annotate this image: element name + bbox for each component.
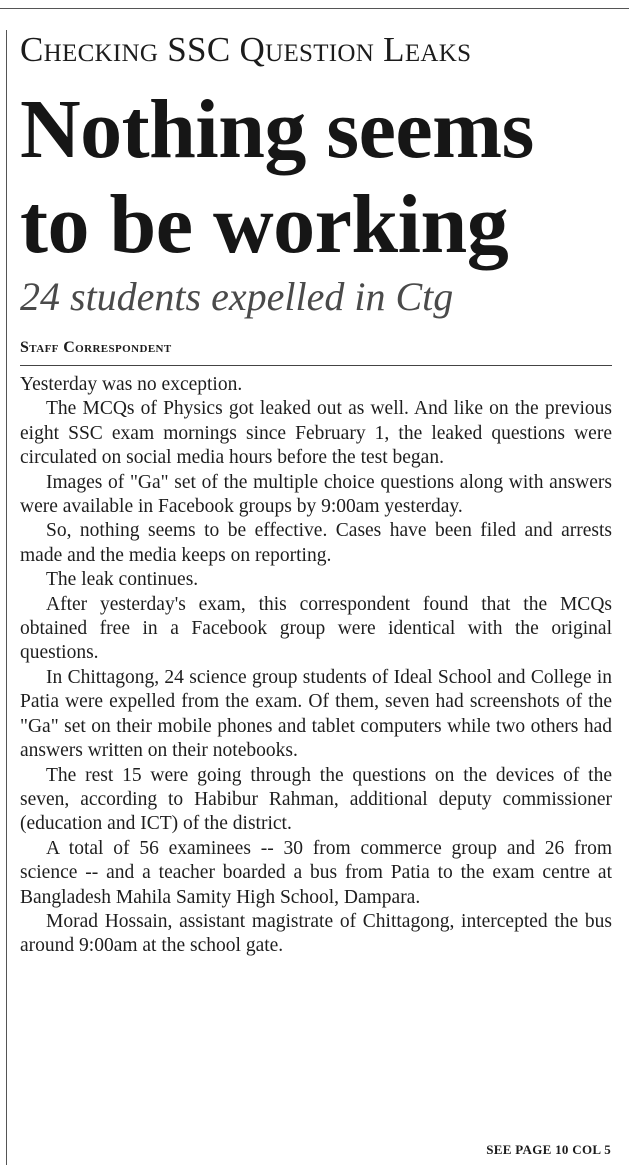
headline-line-2: to be working — [20, 178, 509, 271]
body-paragraph-4: So, nothing seems to be effective. Cases have been filed and arrests made and the media keeps on reporting. — [20, 520, 612, 566]
article-byline: Staff Correspondent — [20, 339, 172, 356]
body-paragraph-9: A total of 56 examinees -- 30 from commerce group and 26 from science -- and a teacher boarded a bus from Patia to the exam centre at Bangladesh Mahila Samity High School, Dampara. — [20, 837, 612, 908]
body-paragraph-2: The MCQs of Physics got leaked out as well. And like on the previous eight SSC exam mornings since February 1, the leaked questions were circulated on social media hours before the test began. — [20, 398, 612, 469]
body-paragraph-3: Images of "Ga" set of the multiple choice questions along with answers were available in Facebook groups by 9:00am yesterday. — [20, 471, 612, 518]
article-body — [20, 373, 612, 959]
body-paragraph-6: After yesterday's exam, this correspondent found that the MCQs obtained free in a Facebook group were identical with the original questions. — [20, 593, 612, 664]
byline-rule — [20, 365, 612, 366]
body-paragraph-1: Yesterday was no exception. — [20, 374, 243, 395]
left-border-rule — [6, 30, 7, 1165]
article-kicker: Checking SSC Question Leaks — [20, 30, 472, 69]
headline-line-1: Nothing seems — [20, 83, 534, 176]
body-paragraph-10: Morad Hossain, assistant magistrate of Chittagong, intercepted the bus around 9:00am at the school gate. — [20, 910, 612, 957]
continuation-jump-line: SEE PAGE 10 COL 5 — [486, 1142, 611, 1157]
body-paragraph-8: The rest 15 were going through the questions on the devices of the seven, according to Habibur Rahman, additional deputy commissioner (education and ICT) of the district. — [20, 764, 612, 835]
article-headline — [20, 82, 534, 272]
body-paragraph-7: In Chittagong, 24 science group students of Ideal School and College in Patia were expelled from the exam. Of them, seven had screenshots of the "Ga" set on their mobile phones and tablet computers while two others had answers written on their notebooks. — [20, 666, 612, 762]
body-paragraph-5: The leak continues. — [46, 569, 199, 591]
article-subhead: 24 students expelled in Ctg — [20, 274, 454, 319]
top-border-rule — [0, 8, 629, 9]
